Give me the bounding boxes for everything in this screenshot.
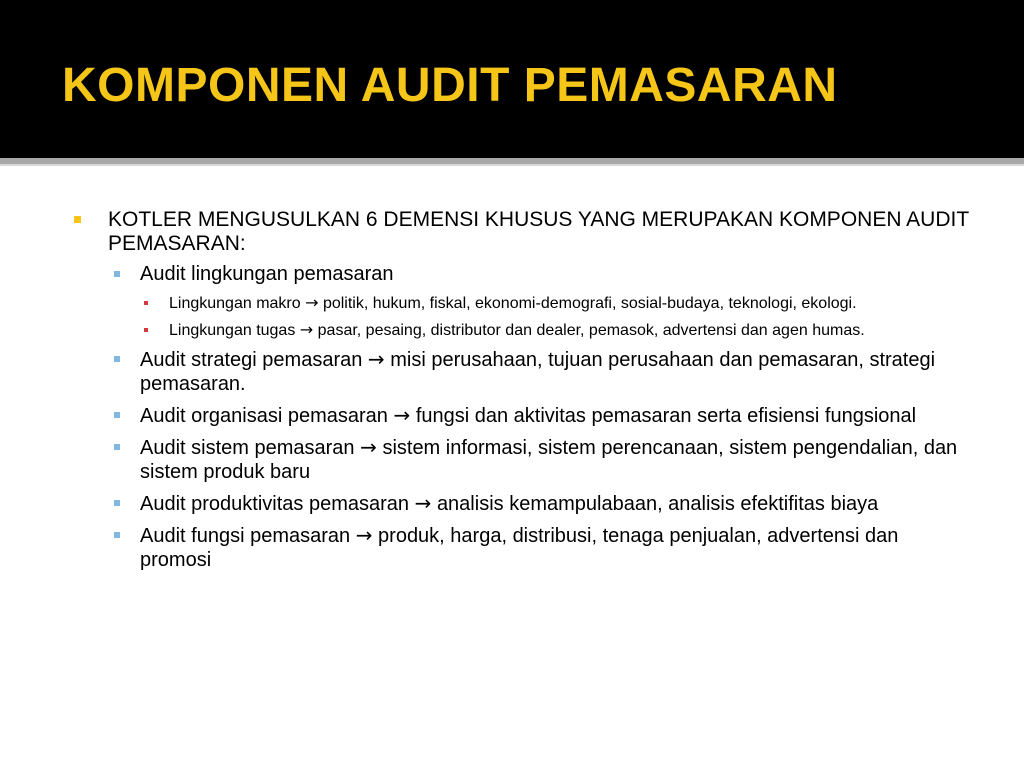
bullet-item-tugas: [72, 320, 972, 341]
lingkungan-label: Audit lingkungan pemasaran: [140, 263, 394, 285]
sistem-desc: sistem informasi, sistem perencanaan, sistem pengendalian, dan sistem produk baru: [140, 437, 958, 483]
makro-term: Lingkungan makro: [169, 295, 301, 312]
bullet-item-fungsi: [72, 523, 972, 572]
arrow-right-icon: →: [355, 523, 373, 547]
title-divider-line: [0, 164, 1024, 166]
square-bullet-icon: [114, 532, 120, 538]
arrow-right-icon: →: [305, 293, 319, 312]
square-bullet-icon: [114, 271, 120, 277]
fungsi-term: Audit fungsi pemasaran: [140, 525, 351, 547]
organisasi-desc: fungsi dan aktivitas pemasaran serta efisiensi fungsional: [415, 405, 917, 427]
square-bullet-icon: [114, 412, 120, 418]
bullet-item-strategi: [72, 347, 972, 396]
tugas-term: Lingkungan tugas: [169, 322, 296, 339]
square-bullet-icon: [114, 500, 120, 506]
slide-body: [72, 208, 972, 579]
bullet-item-lingkungan: [72, 262, 972, 286]
tugas-desc: pasar, pesaing, distributor dan dealer, pemasok, advertensi dan agen humas.: [317, 322, 865, 339]
square-bullet-icon: [144, 328, 148, 332]
heading-text: KOTLER MENGUSULKAN 6 DEMENSI KHUSUS YANG MERUPAKAN KOMPONEN AUDIT PEMASARAN:: [108, 208, 969, 255]
sistem-term: Audit sistem pemasaran: [140, 437, 355, 459]
arrow-right-icon: →: [414, 491, 432, 515]
fungsi-desc: produk, harga, distribusi, tenaga penjualan, advertensi dan promosi: [140, 525, 899, 571]
arrow-right-icon: →: [299, 320, 314, 339]
square-bullet-icon: [114, 356, 120, 362]
makro-desc: politik, hukum, fiskal, ekonomi-demografi, sosial-budaya, teknologi, ekologi.: [322, 295, 857, 312]
bullet-item-produktivitas: [72, 491, 972, 516]
slide-title: KOMPONEN AUDIT PEMASARAN: [62, 59, 838, 112]
produktivitas-term: Audit produktivitas pemasaran: [140, 493, 410, 515]
organisasi-term: Audit organisasi pemasaran: [140, 405, 388, 427]
square-bullet-icon: [74, 216, 81, 223]
square-bullet-icon: [114, 444, 120, 450]
bullet-item-makro: [72, 293, 972, 314]
arrow-right-icon: →: [367, 347, 385, 371]
strategi-term: Audit strategi pemasaran: [140, 349, 363, 371]
bullet-item-sistem: [72, 435, 972, 484]
strategi-desc: misi perusahaan, tujuan perusahaan dan pemasaran, strategi pemasaran.: [140, 349, 936, 395]
produktivitas-desc: analisis kemampulabaan, analisis efektifitas biaya: [436, 493, 879, 515]
square-bullet-icon: [144, 301, 148, 305]
arrow-right-icon: →: [393, 403, 411, 427]
bullet-item-heading: [72, 208, 972, 256]
title-bar: [0, 0, 1024, 158]
bullet-item-organisasi: [72, 403, 972, 428]
arrow-right-icon: →: [360, 435, 377, 459]
